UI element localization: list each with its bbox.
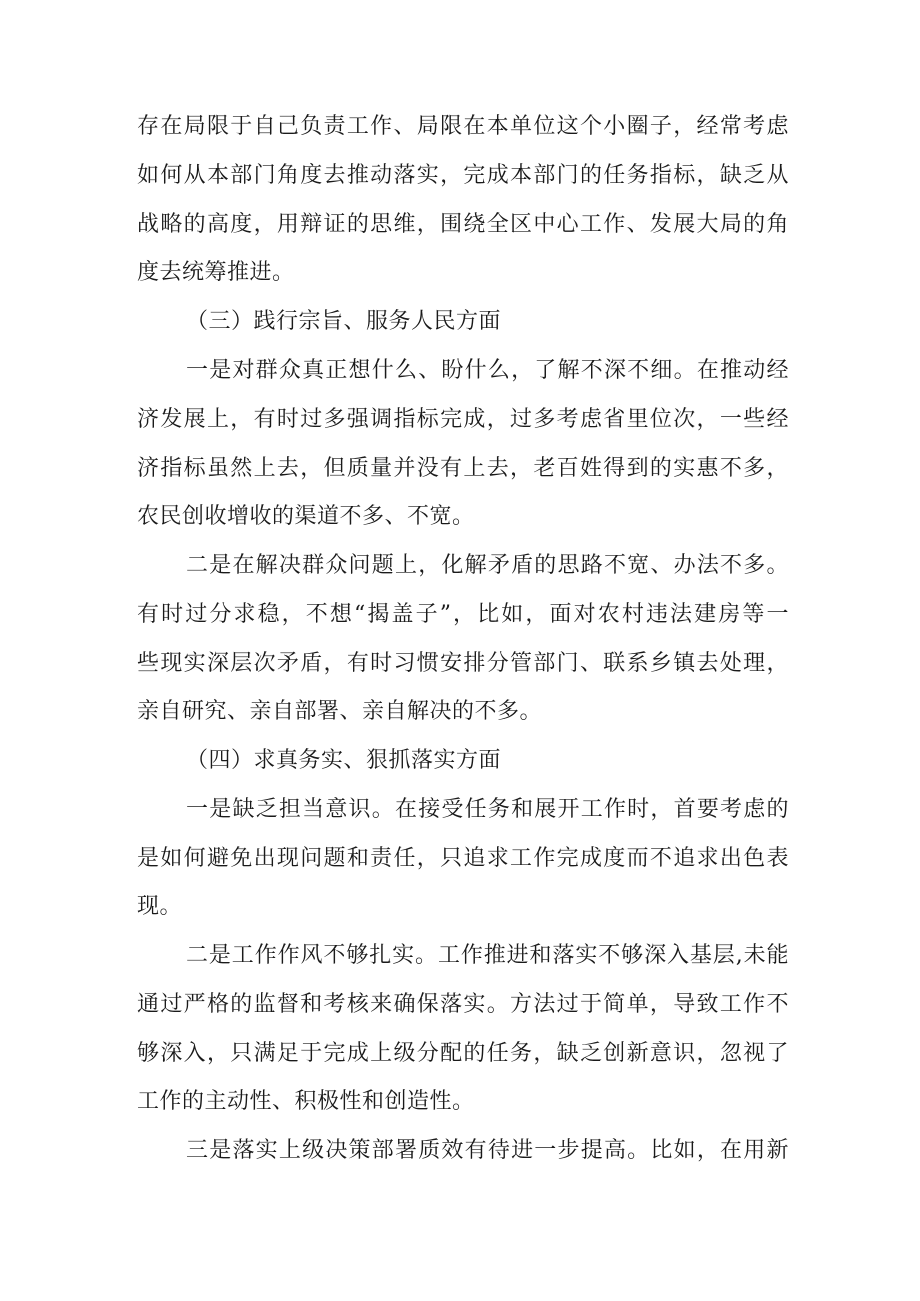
- text-line: 度去统筹推进。: [137, 260, 295, 285]
- text-line: 亲自研究、亲自部署、亲自解决的不多。: [137, 699, 543, 724]
- text-line: 够深入，只满足于完成上级分配的任务，缺乏创新意识，忽视了: [137, 1041, 789, 1066]
- section-heading: （三）践行宗旨、服务人民方面: [186, 309, 502, 334]
- paragraph-first-line: 一是缺乏担当意识。在接受任务和展开工作时，首要考虑的: [186, 797, 789, 822]
- paragraph-first-line: 一是对群众真正想什么、盼什么，了解不深不细。在推动经: [186, 358, 789, 383]
- paragraph-first-line: 二是工作作风不够扎实。工作推进和落实不够深入基层,未能: [186, 943, 789, 968]
- text-line: 济发展上，有时过多强调指标完成，过多考虑省里位次，一些经: [137, 407, 789, 432]
- text-line: 通过严格的监督和考核来确保落实。方法过于简单，导致工作不: [137, 992, 789, 1017]
- text-line: 如何从本部门角度去推动落实，完成本部门的任务指标，缺乏从: [137, 163, 789, 188]
- text-line: 现。: [137, 894, 183, 919]
- text-line: 战略的高度，用辩证的思维，围绕全区中心工作、发展大局的角: [137, 212, 789, 237]
- text-line: 济指标虽然上去，但质量并没有上去，老百姓得到的实惠不多，: [137, 456, 789, 481]
- paragraph-first-line: 三是落实上级决策部署质效有待进一步提高。比如，在用新: [186, 1138, 789, 1163]
- section-heading: （四）求真务实、狠抓落实方面: [186, 748, 502, 773]
- paragraph-first-line: 二是在解决群众问题上，化解矛盾的思路不宽、办法不多。: [186, 553, 789, 578]
- text-line: 存在局限于自己负责工作、局限在本单位这个小圈子，经常考虑: [137, 114, 789, 139]
- text-line: 工作的主动性、积极性和创造性。: [137, 1089, 475, 1114]
- text-line: 农民创收增收的渠道不多、不宽。: [137, 504, 475, 529]
- text-line: 有时过分求稳，不想“揭盖子”，比如，面对农村违法建房等一: [137, 602, 789, 627]
- text-line: 是如何避免出现问题和责任，只追求工作完成度而不追求出色表: [137, 846, 789, 871]
- text-line: 些现实深层次矛盾，有时习惯安排分管部门、联系乡镇去处理，: [137, 651, 789, 676]
